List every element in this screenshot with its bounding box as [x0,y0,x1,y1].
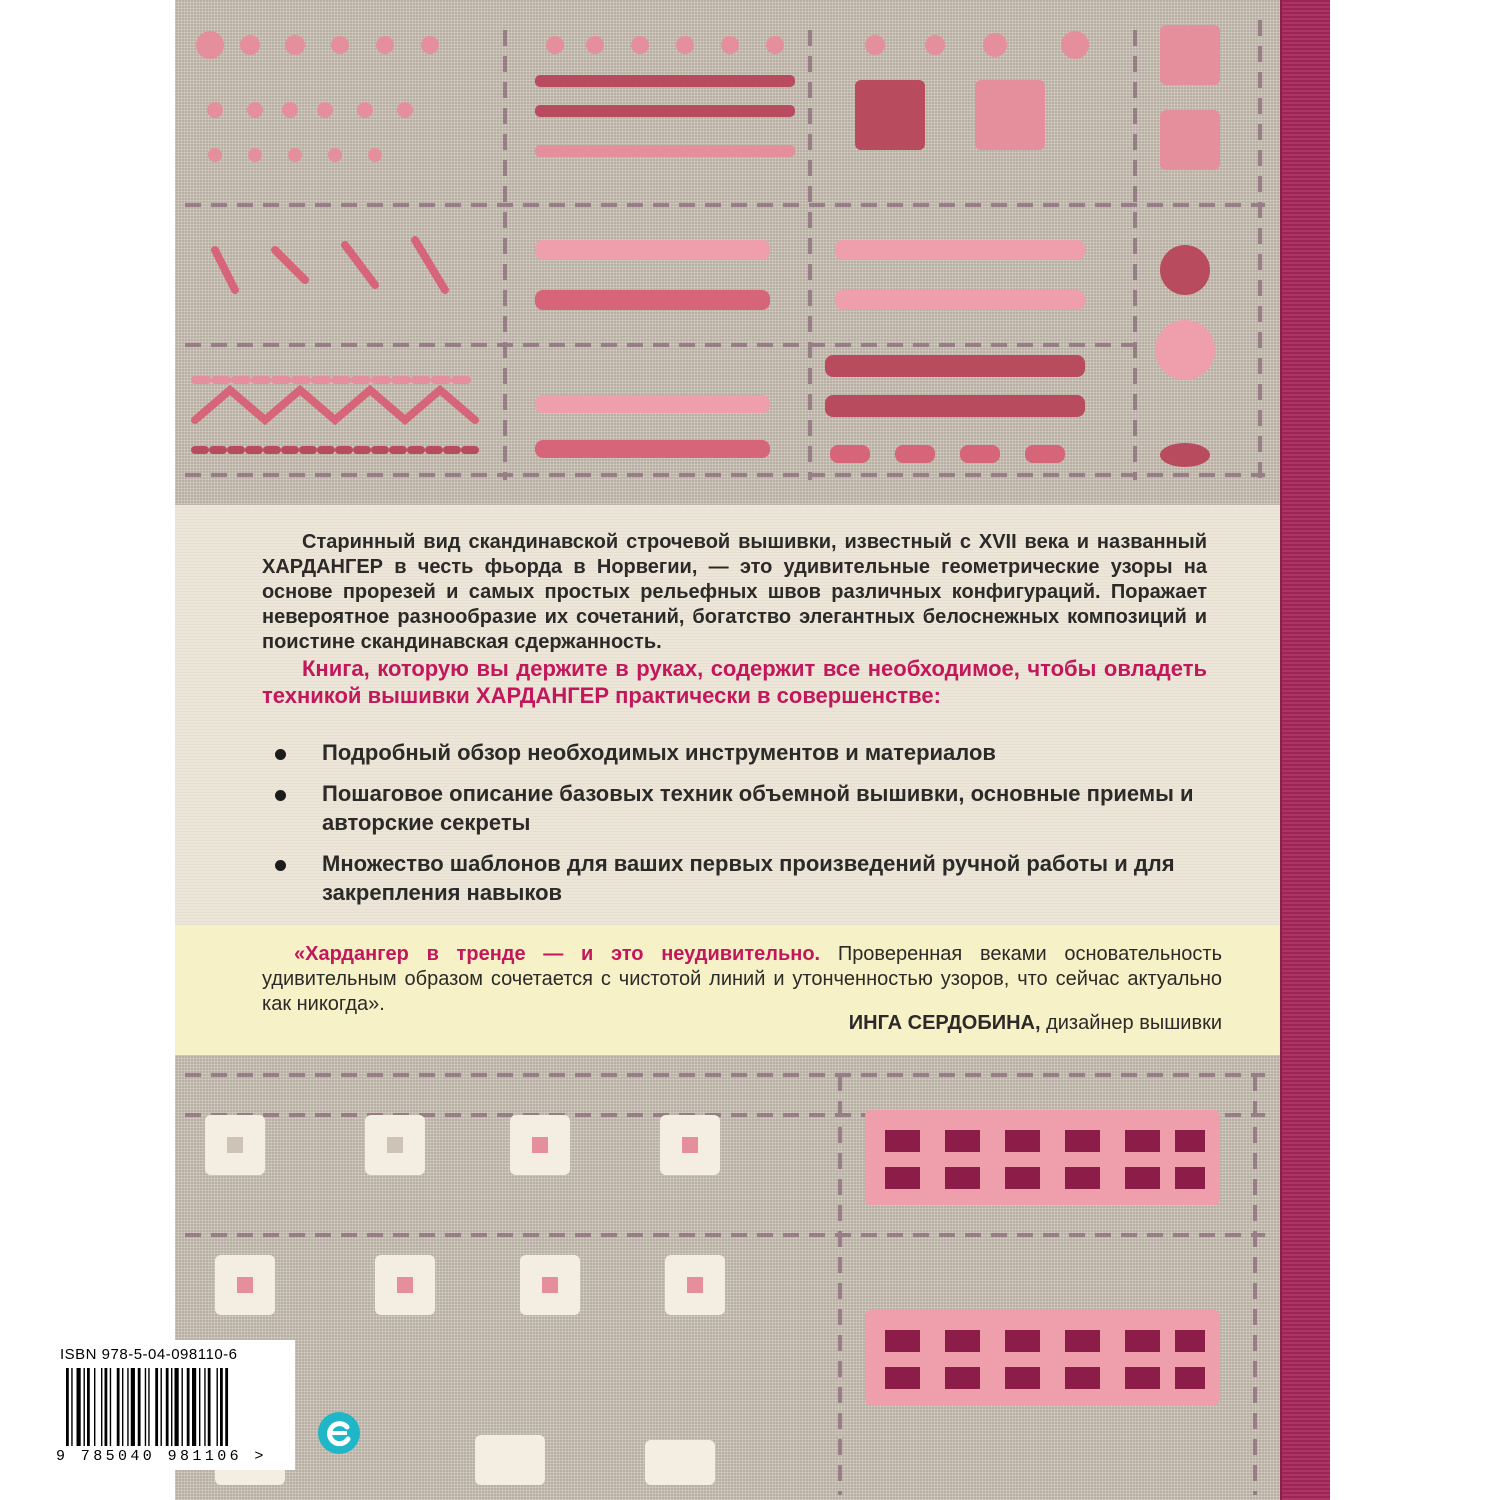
author-name: ИНГА СЕРДОБИНА, [848,1012,1041,1034]
quote-highlight: «Хардангер в тренде — и это неудивительно. [294,943,821,965]
book-spine-edge [1280,0,1330,1500]
feature-list [275,738,1235,919]
barcode-icon [64,1368,284,1446]
quote-body: Проверенная веками основательность удивительным образом сочетается с чистотой линий и утонченностью узоров, что сейчас актуально как никогда». [262,943,1222,1015]
barcode-digits: 9 785040 981106 > [56,1448,267,1465]
publisher-logo-icon [316,1410,362,1456]
feature-text: Пошаговое описание базовых техник объемной вышивки, основные приемы и авторские секреты [322,781,1194,835]
feature-item [275,738,1235,767]
isbn-text: ISBN 978-5-04-098110-6 [60,1346,238,1363]
embroidery-sampler-photo-top [175,0,1280,505]
description-panel [175,505,1280,925]
feature-text: Подробный обзор необходимых инструментов и материалов [322,740,996,765]
feature-text: Множество шаблонов для ваших первых произведений ручной работы и для закрепления навыков [322,851,1175,905]
feature-item [275,849,1235,907]
barcode-label [50,1340,295,1470]
quote-author [849,1012,1222,1035]
intro-paragraph: Старинный вид скандинавской строчевой вышивки, известный с XVII века и названный ХАРДАНГЕР в честь фьорда в Норвегии, — это удивительные геометрические узоры на основе прорезей и самых простых рельефных швов различных конфигураций. Поражает невероятное разнообразие их сочетаний, богатство элегантных белоснежных композиций и поистине скандинавская сдержанность. [262,531,1207,653]
author-role: дизайнер вышивки [1046,1012,1222,1034]
bullet-icon [275,860,286,871]
quote-panel [175,925,1280,1055]
bullet-icon [275,749,286,760]
lead-paragraph: Книга, которую вы держите в руках, содержит все необходимое, чтобы овладеть техникой вышивки ХАРДАНГЕР практически в совершенстве: [262,656,1207,708]
book-back-cover [175,0,1330,1500]
bullet-icon [275,790,286,801]
feature-item [275,779,1235,837]
testimonial-quote [262,942,1222,1017]
